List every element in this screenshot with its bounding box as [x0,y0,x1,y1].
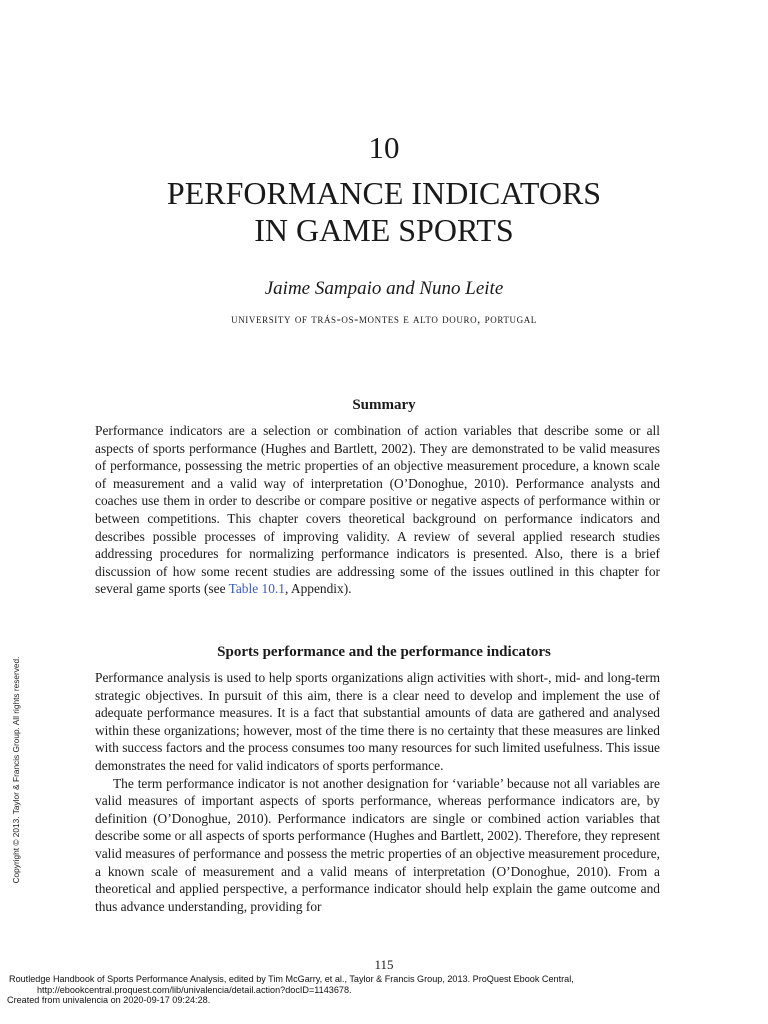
summary-paragraph [95,422,660,598]
table-10-1-link[interactable]: Table 10.1 [228,581,285,597]
page-number: 115 [374,957,394,972]
sports-performance-section [95,669,660,915]
body-paragraph-1: Performance analysis is used to help sports organizations align activities with short-, mid- and long-term strategic objectives. In pursuit of this aim, there is a clear need to develop and implement the use of adequate performance measures. It is a fact that substantial amounts of data are gathered and analysed within these organizations; however, most of the time there is no certainty that these measures are linked with success factors and the process consumes too many resources for such limited usefulness. This issue demonstrates the need for valid indicators of sports performance. [95,670,660,773]
footer-created: Created from univalencia on 2020-09-17 09:24:28. [7,995,211,1006]
footer-url: http://ebookcentral.proquest.com/lib/univalencia/detail.action?docID=1143678. [37,984,352,995]
body-paragraph-2: The term performance indicator is not another designation for ‘variable’ because not all variables are valid measures of important aspects of sports performance, whereas performance indicators are, by definition (O’Donoghue, 2010). Performance indicators are single or combined action variables that describe some or all aspects of sports performance (Hughes and Bartlett, 2002). Therefore, they represent valid measures of performance and possess the metric properties of an objective measurement procedure, a known scale of measurement and a valid means of interpretation (O’Donoghue, 2010). From a theoretical and applied perspective, a performance indicator should help explain the game outcome and thus advance understanding, providing for [95,775,660,914]
chapter-number: 10 [368,130,400,165]
sports-performance-heading: Sports performance and the performance indicators [217,644,551,660]
chapter-title-line1: PERFORMANCE INDICATORS [166,175,602,211]
summary-section [95,422,660,598]
citation-footer [7,974,767,1006]
summary-text-end: , Appendix). [284,581,352,597]
chapter-title [0,175,768,249]
chapter-title-line2: IN GAME SPORTS [254,212,514,248]
author-affiliation: university of trás-os-montes e alto douro, portugal [231,312,537,326]
side-copyright-notice: Copyright © 2013. Taylor & Francis Group. All rights reserved. [11,656,21,884]
footer-citation: Routledge Handbook of Sports Performance Analysis, edited by Tim McGarry, et al., Taylor & Francis Group, 2013. ProQuest Ebook Central, [9,974,574,984]
chapter-authors: Jaime Sampaio and Nuno Leite [264,278,504,299]
summary-text: Performance indicators are a selection or combination of action variables that describe some or all aspects of sports performance (Hughes and Bartlett, 2002). They are demonstrated to be valid measures of performance, possessing the metric properties of an objective measurement procedure, a known scale of measurement and a valid way of interpretation (O’Donoghue, 2010). Performance analysts and coaches use them in order to describe or compare positive or negative aspects of performance within or between competitions. This chapter covers theoretical background on performance indicators and describes possible processes of improving validity. A review of several applied research studies addressing procedures for normalizing performance indicators is presented. Also, there is a brief discussion of how some recent studies are addressing some of the issues outlined in this chapter for several game sports (see [95,423,660,597]
summary-heading: Summary [352,397,416,413]
